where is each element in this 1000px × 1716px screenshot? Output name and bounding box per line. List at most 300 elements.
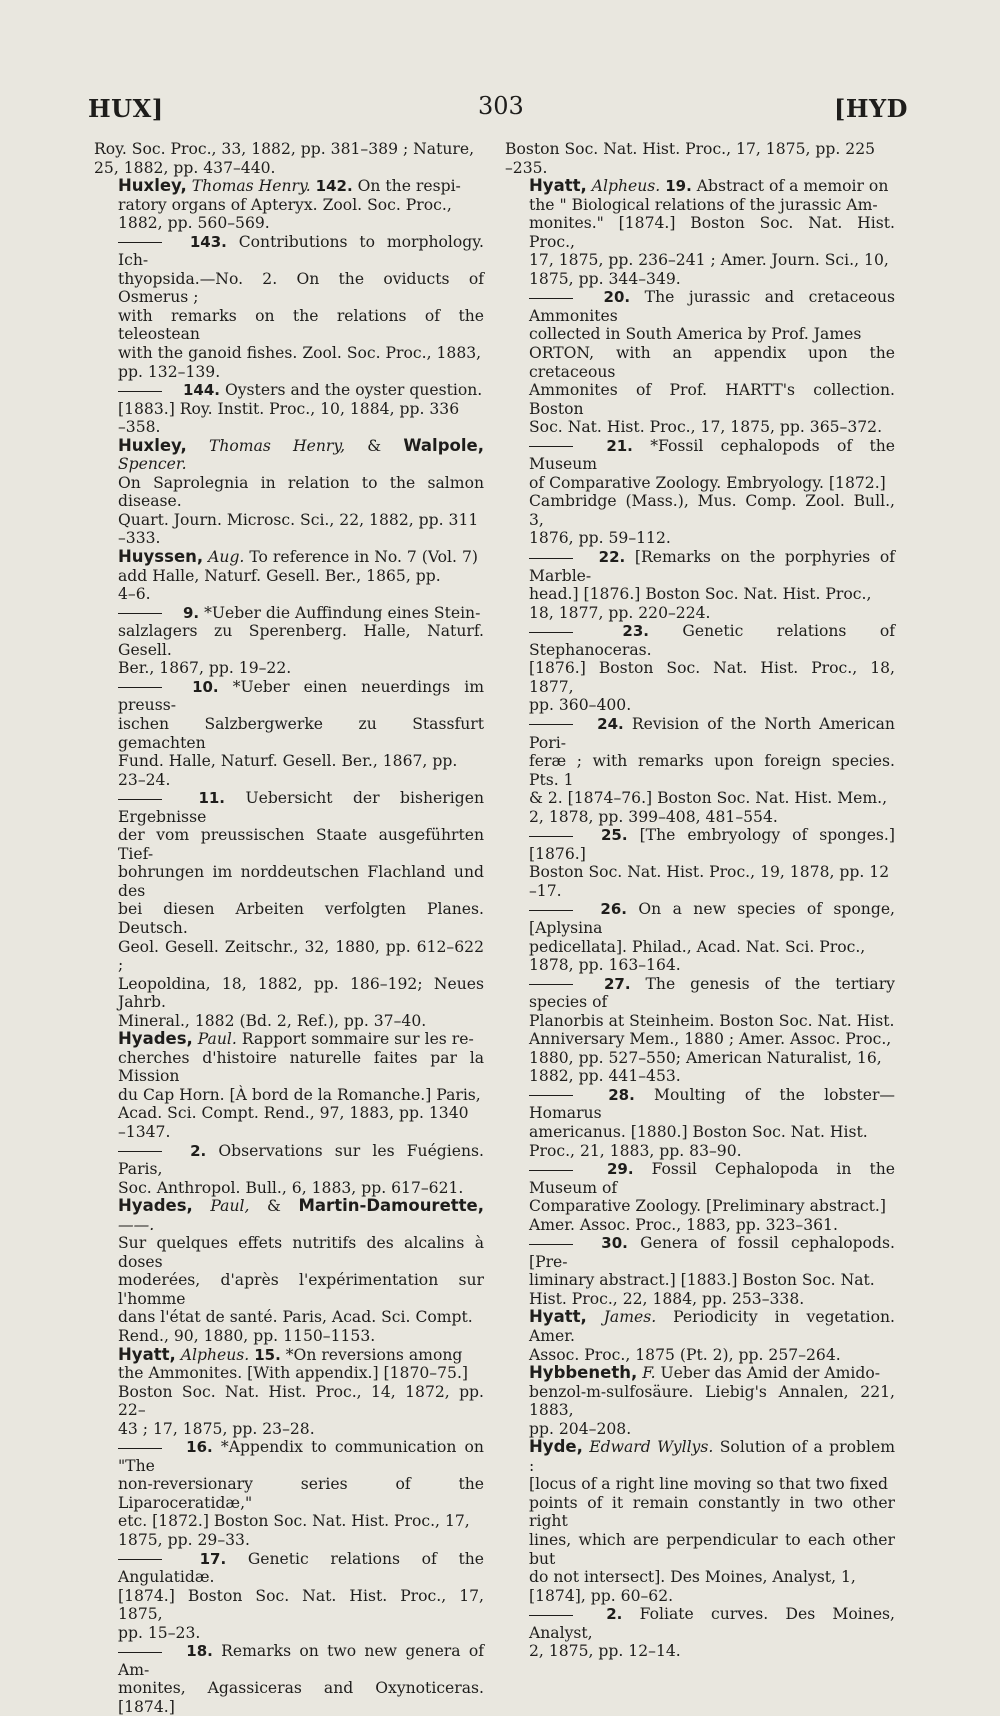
entry-line [529, 1605, 895, 1642]
entry-text: Genetic relations of the Angulatidæ. [118, 1549, 484, 1587]
entry-text: with remarks on the relations of the teleostean [118, 306, 484, 344]
entry-text: Proc., 21, 1883, pp. 83–90. [529, 1141, 742, 1160]
entry-text: the " Biological relations of the jurassic Am- [529, 195, 878, 214]
entry-text: Revision of the North American Pori- [529, 714, 895, 752]
entry-number: 19. [665, 177, 692, 196]
entry-text: Boston Soc. Nat. Hist. Proc., 17, 1875, pp. 225 [505, 140, 876, 158]
running-head-left: HUX] [88, 94, 164, 123]
entry-text: Anniversary Mem., 1880 ; Amer. Assoc. Proc., [529, 1030, 892, 1049]
author-given-name: Thomas Henry. [191, 177, 311, 196]
entry-line [118, 548, 484, 567]
entry-line [529, 900, 895, 937]
ditto-dash [529, 632, 573, 633]
entry-line [529, 270, 895, 289]
entry-text: add Halle, Naturf. Gesell. Ber., 1865, pp. [118, 566, 441, 585]
author-given-name: Alpheus. [180, 1345, 250, 1364]
entry-number: 11. [198, 789, 226, 808]
entry-line [529, 214, 895, 251]
ditto-dash [529, 724, 573, 725]
ditto-dash [118, 1652, 162, 1653]
entry-text: Comparative Zoology. [Preliminary abstract.] [529, 1197, 886, 1216]
entry-line [529, 826, 895, 863]
right-column [505, 140, 895, 1661]
entry-line [529, 1271, 895, 1290]
entry-text: *On reversions among [285, 1345, 463, 1364]
entry-text: bei diesen Arbeiten verfolgten Planes. Deutsch. [118, 900, 484, 937]
entry-line [529, 1587, 895, 1606]
entry-number: 24. [597, 714, 624, 733]
entry-text: ratory organs of Apteryx. Zool. Soc. Proc., [118, 195, 452, 214]
entry-text: moderées, d'après l'expérimentation sur l'homme [118, 1271, 484, 1308]
entry-text: Solution of a problem : [529, 1438, 895, 1475]
author-given-name: James. [603, 1308, 657, 1327]
entry-line [529, 622, 895, 659]
author-given-name: Aug. [208, 548, 245, 567]
entry-line [529, 715, 895, 752]
entry-line [118, 418, 484, 437]
entry-line [529, 196, 895, 215]
entry-text: Abstract of a memoir on [696, 177, 889, 196]
entry-line [529, 696, 895, 715]
entry-number: 21. [606, 436, 633, 455]
bibliography-entry [505, 140, 895, 177]
entry-line [529, 1160, 895, 1197]
entry-line [529, 288, 895, 325]
bibliography-entry [505, 177, 895, 288]
ditto-dash [529, 836, 573, 837]
entry-text: du Cap Horn. [À bord de la Romanche.] Paris, [118, 1085, 481, 1104]
bibliography-entry [505, 1438, 895, 1605]
ditto-dash [529, 910, 573, 911]
entry-line [118, 1364, 484, 1383]
entry-text: 25, 1882, pp. 437–440. [94, 158, 276, 177]
entry-line [529, 1364, 895, 1383]
entry-line [118, 1012, 484, 1031]
entry-text: Genetic relations of Stephanoceras. [529, 622, 895, 659]
entry-line [529, 344, 895, 381]
entry-text: –235. [505, 158, 548, 177]
entry-line [529, 1234, 895, 1271]
entry-line [529, 752, 895, 789]
entry-text: 1882, pp. 560–569. [118, 214, 270, 233]
entry-text: 1876, pp. 59–112. [529, 529, 671, 548]
entry-line [118, 1142, 484, 1179]
bibliography-entry [94, 1642, 484, 1716]
author-given-name: ——. [118, 1215, 155, 1234]
entry-line [529, 1494, 895, 1531]
entry-text: [The embryology of sponges.] [1876.] [529, 826, 895, 863]
running-head-right: [HYD [834, 94, 908, 123]
entry-line [505, 159, 895, 178]
entry-line [529, 882, 895, 901]
entry-text: Fossil Cephalopoda in the Museum of [529, 1160, 895, 1197]
bibliography-entry [505, 1160, 895, 1234]
author-given-name: Thomas Henry, [208, 436, 346, 455]
entry-line [529, 1290, 895, 1309]
entry-line [529, 1216, 895, 1235]
ampersand: & [267, 1197, 281, 1216]
ditto-dash [118, 799, 162, 800]
entry-text: Ammonites of Prof. HARTT's collection. Boston [529, 381, 895, 418]
entry-text: On Saprolegnia in relation to the salmon disease. [118, 473, 484, 511]
ditto-dash [118, 687, 162, 688]
author-surname: Hyde, [529, 1437, 583, 1457]
entry-line [118, 1475, 484, 1512]
bibliography-entry [505, 900, 895, 974]
entry-line [118, 715, 484, 752]
entry-line [118, 270, 484, 307]
entry-line [118, 900, 484, 937]
entry-line [529, 1197, 895, 1216]
bibliography-entry [94, 437, 484, 548]
entry-line [118, 363, 484, 382]
entry-line [118, 826, 484, 863]
bibliography-entry [505, 715, 895, 826]
entry-line [118, 1327, 484, 1346]
entry-text: do not intersect]. Des Moines, Analyst, 1, [529, 1568, 856, 1587]
entry-number: 144. [182, 381, 220, 400]
entry-text: 43 ; 17, 1875, pp. 23–28. [118, 1419, 315, 1438]
entry-text: 1880, pp. 527–550; American Naturalist, 16, [529, 1048, 882, 1067]
entry-text: Genera of fossil cephalopods. [Pre- [529, 1234, 895, 1271]
entry-line [118, 1624, 484, 1643]
bibliography-entry [94, 1550, 484, 1643]
entry-line [118, 604, 484, 623]
entry-text: Cambridge (Mass.), Mus. Comp. Zool. Bull., 3, [529, 492, 895, 529]
entry-line [118, 1104, 484, 1123]
entry-text: [1876.] Boston Soc. Nat. Hist. Proc., 18, 1877, [529, 659, 895, 696]
ditto-dash [529, 1615, 573, 1616]
entry-text: –333. [118, 529, 161, 548]
entry-text: The genesis of the tertiary species of [529, 974, 895, 1012]
entry-line [529, 529, 895, 548]
author-surname: Martin-Damourette, [298, 1196, 484, 1216]
entry-number: 142. [315, 177, 353, 196]
entry-text: To reference in No. 7 (Vol. 7) [249, 548, 478, 567]
bibliography-entry [505, 1234, 895, 1308]
entry-line [118, 975, 484, 1012]
bibliography-entry [94, 177, 484, 233]
entry-line [529, 1642, 895, 1661]
entry-text: –358. [118, 418, 161, 437]
entry-line [118, 177, 484, 196]
entry-line [529, 325, 895, 344]
bibliography-entry [505, 975, 895, 1086]
entry-text: The jurassic and cretaceous Ammonites [529, 288, 895, 325]
entry-text: Rapport sommaire sur les re- [241, 1030, 474, 1049]
entry-text: dans l'état de santé. Paris, Acad. Sci. Compt. [118, 1308, 473, 1327]
entry-number: 28. [608, 1085, 635, 1104]
entry-line [529, 604, 895, 623]
entry-text: –17. [529, 881, 562, 900]
entry-text: ischen Salzbergwerke zu Stassfurt gemachten [118, 714, 484, 752]
entry-text: & 2. [1874–76.] Boston Soc. Nat. Hist. Mem., [529, 789, 888, 808]
entry-text: Observations sur les Fuégiens. Paris, [118, 1141, 484, 1179]
entry-text: *Ueber einen neuerdings im preuss- [118, 677, 484, 715]
ditto-dash [118, 242, 162, 243]
entry-text: pp. 360–400. [529, 696, 632, 715]
entry-number: 143. [189, 232, 227, 251]
entry-line [529, 975, 895, 1012]
entry-line [529, 863, 895, 882]
ditto-dash [529, 1095, 573, 1096]
entry-text: [1874.] Boston Soc. Nat. Hist. Proc., 17, 1875, [118, 1586, 484, 1624]
entry-text: [1883.] Roy. Instit. Proc., 10, 1884, pp. 336 [118, 399, 460, 418]
entry-line [118, 789, 484, 826]
entry-text: Fund. Halle, Naturf. Gesell. Ber., 1867, pp. [118, 752, 458, 771]
entry-text: of Comparative Zoology. Embryology. [1872.] [529, 473, 886, 492]
entry-line [118, 437, 484, 474]
entry-text: Soc. Anthropol. Bull., 6, 1883, pp. 617–621. [118, 1178, 464, 1197]
entry-line [529, 1142, 895, 1161]
entry-line [118, 1383, 484, 1420]
entry-text: Boston Soc. Nat. Hist. Proc., 14, 1872, pp. 22– [118, 1382, 484, 1420]
entry-line [529, 1308, 895, 1345]
entry-text: Rend., 90, 1880, pp. 1150–1153. [118, 1327, 376, 1345]
entry-line [118, 1642, 484, 1679]
entry-number: 18. [186, 1642, 213, 1661]
entry-text: Leopoldina, 18, 1882, pp. 186–192; Neues Jahrb. [118, 974, 484, 1012]
entry-line [118, 1531, 484, 1550]
entry-line [529, 1067, 895, 1086]
entry-number: 17. [199, 1549, 227, 1568]
entry-number: 25. [601, 826, 628, 845]
entry-text: non-reversionary series of the Liparoceratidæ," [118, 1475, 484, 1512]
entry-line [529, 585, 895, 604]
entry-text: Roy. Soc. Proc., 33, 1882, pp. 381–389 ; Nature, [94, 140, 475, 158]
entry-text: lines, which are perpendicular to each other but [529, 1531, 895, 1568]
entry-line [94, 159, 484, 178]
ditto-dash [529, 984, 573, 985]
entry-line [529, 789, 895, 808]
entry-line [529, 1531, 895, 1568]
entry-text: Periodicity in vegetation. Amer. [529, 1308, 895, 1345]
entry-text: with the ganoid fishes. Zool. Soc. Proc., 1883, [118, 344, 482, 363]
author-given-name: Paul. [197, 1030, 237, 1049]
entry-line [529, 1420, 895, 1439]
entry-text: Hist. Proc., 22, 1884, pp. 253–338. [529, 1289, 805, 1308]
entry-line [529, 1012, 895, 1031]
entry-number: 27. [603, 974, 631, 993]
entry-number: 15. [254, 1345, 281, 1364]
author-given-name: Edward Wyllys. [589, 1438, 714, 1457]
ampersand: & [367, 436, 382, 455]
entry-line [529, 1049, 895, 1068]
bibliography-entry [505, 288, 895, 436]
entry-line [118, 1197, 484, 1234]
entry-line [529, 1086, 895, 1123]
entry-text: Moulting of the lobster—Homarus [529, 1085, 895, 1123]
entry-line [118, 344, 484, 363]
left-column [94, 140, 484, 1716]
entry-text: head.] [1876.] Boston Soc. Nat. Hist. Proc., [529, 585, 872, 604]
entry-line [118, 214, 484, 233]
ditto-dash [529, 446, 573, 447]
entry-number: 2. [606, 1605, 623, 1624]
bibliography-entry [94, 678, 484, 789]
entry-line [118, 1308, 484, 1327]
author-surname: Hyatt, [118, 1344, 176, 1364]
entry-line [529, 956, 895, 975]
author-surname: Huyssen, [118, 547, 204, 567]
entry-text: americanus. [1880.] Boston Soc. Nat. Hist. [529, 1122, 868, 1141]
bibliography-entry [94, 233, 484, 381]
entry-line [529, 808, 895, 827]
bibliography-entry [94, 604, 484, 678]
bibliography-entry [505, 1086, 895, 1160]
author-surname: Hyatt, [529, 1307, 587, 1327]
entry-line [118, 381, 484, 400]
entry-text: etc. [1872.] Boston Soc. Nat. Hist. Proc., 17, [118, 1512, 470, 1531]
entry-text: [Remarks on the porphyries of Marble- [529, 548, 895, 585]
entry-line [118, 1234, 484, 1271]
entry-line [529, 1475, 895, 1494]
entry-line [118, 400, 484, 419]
bibliography-entry [94, 789, 484, 1030]
bibliography-entry [94, 1438, 484, 1549]
entry-text: *Fossil cephalopods of the Museum [529, 436, 895, 474]
entry-text: 23–24. [118, 770, 171, 789]
entry-text: Soc. Nat. Hist. Proc., 17, 1875, pp. 365–372. [529, 418, 883, 437]
entry-line [118, 474, 484, 511]
entry-number: 20. [603, 288, 631, 307]
ditto-dash [529, 558, 573, 559]
entry-text: 1875, pp. 344–349. [529, 269, 681, 288]
bibliography-entry [94, 1346, 484, 1439]
entry-text: thyopsida.—No. 2. On the oviducts of Osmerus ; [118, 269, 484, 307]
entry-text: *Appendix to communication on "The [118, 1438, 484, 1475]
entry-number: 22. [598, 548, 626, 567]
entry-text: Mineral., 1882 (Bd. 2, Ref.), pp. 37–40. [118, 1011, 427, 1030]
bibliography-entry [94, 1142, 484, 1198]
entry-line [118, 752, 484, 771]
entry-line [529, 381, 895, 418]
ditto-dash [118, 1448, 162, 1449]
entry-line [529, 938, 895, 957]
entry-text: 2, 1875, pp. 12–14. [529, 1642, 681, 1661]
bibliography-entry [94, 381, 484, 437]
entry-text: [locus of a right line moving so that two fixed [529, 1475, 888, 1494]
entry-line [118, 1030, 484, 1049]
entry-text: 1878, pp. 163–164. [529, 956, 681, 975]
entry-text: Ber., 1867, pp. 19–22. [118, 659, 292, 678]
entry-line [118, 511, 484, 530]
bibliography-entry [94, 548, 484, 604]
entry-text: the Ammonites. [With appendix.] [1870–75.] [118, 1364, 468, 1383]
entry-line [118, 196, 484, 215]
entry-text: Planorbis at Steinheim. Boston Soc. Nat. Hist. [529, 1011, 895, 1030]
entry-text: 18, 1877, pp. 220–224. [529, 603, 711, 622]
entry-line [529, 659, 895, 696]
entry-line [118, 1420, 484, 1439]
entry-text: der vom preussischen Staate ausgeführten Tief- [118, 826, 484, 863]
entry-line [118, 771, 484, 790]
entry-line [529, 251, 895, 270]
entry-text: ORTON, with an appendix upon the cretaceous [529, 344, 895, 381]
entry-text: monites." [1874.] Boston Soc. Nat. Hist. Proc., [529, 214, 895, 251]
entry-text: Contributions to morphology. Ich- [118, 232, 484, 270]
entry-text: Oysters and the oyster question. [224, 381, 483, 400]
bibliography-entry [94, 1197, 484, 1345]
entry-text: Sur quelques effets nutritifs des alcalins à doses [118, 1234, 484, 1271]
author-surname: Hyades, [118, 1029, 193, 1049]
entry-line [118, 1179, 484, 1198]
entry-line [118, 678, 484, 715]
entry-text: benzol-m-sulfosäure. Liebig's Annalen, 221, 1883, [529, 1382, 895, 1420]
entry-text: 1882, pp. 441–453. [529, 1067, 681, 1086]
entry-text: bohrungen im norddeutschen Flachland und des [118, 863, 484, 900]
author-given-name: Spencer. [118, 455, 187, 474]
entry-text: points of it remain constantly in two other right [529, 1493, 895, 1531]
ditto-dash [529, 1170, 573, 1171]
entry-line [529, 437, 895, 474]
bibliography-entry [505, 1364, 895, 1438]
bibliography-entry [505, 1308, 895, 1364]
entry-line [118, 938, 484, 975]
entry-line [529, 1123, 895, 1142]
entry-text: Uebersicht der bisherigen Ergebnisse [118, 789, 484, 826]
entry-text: feræ ; with remarks upon foreign species. Pts. 1 [529, 752, 895, 789]
entry-text: 4–6. [118, 585, 151, 604]
entry-line [529, 548, 895, 585]
entry-line [118, 529, 484, 548]
entry-number: 23. [622, 622, 649, 641]
ditto-dash [529, 298, 573, 299]
bibliography-entry [94, 140, 484, 177]
entry-line [529, 1438, 895, 1475]
entry-text: pp. 132–139. [118, 362, 221, 381]
entry-text: 2, 1878, pp. 399–408, 481–554. [529, 807, 778, 826]
entry-line [118, 1271, 484, 1308]
entry-line [94, 140, 484, 159]
author-surname: Hybbeneth, [529, 1363, 638, 1383]
entry-number: 26. [600, 900, 627, 919]
entry-text: [1874], pp. 60–62. [529, 1586, 674, 1605]
author-surname: Huxley, [118, 176, 187, 196]
entry-text: *Ueber die Auffindung eines Stein- [204, 603, 481, 622]
entry-text: pedicellata]. Philad., Acad. Nat. Sci. Proc., [529, 937, 866, 956]
entry-line [118, 863, 484, 900]
entry-line [505, 140, 895, 159]
author-surname: Hyades, [118, 1196, 193, 1216]
entry-line [529, 492, 895, 529]
entry-number: 10. [192, 677, 219, 696]
entry-line [529, 1030, 895, 1049]
entry-line [118, 1550, 484, 1587]
entry-line [118, 567, 484, 586]
entry-text: Amer. Assoc. Proc., 1883, pp. 323–361. [529, 1215, 838, 1234]
entry-line [118, 1438, 484, 1475]
bibliography-entry [505, 548, 895, 622]
entry-text: Ueber das Amid der Amido- [660, 1364, 881, 1383]
entry-text: Assoc. Proc., 1875 (Pt. 2), pp. 257–264. [529, 1345, 841, 1364]
entry-line [118, 1679, 484, 1716]
entry-line [118, 659, 484, 678]
ditto-dash [118, 1151, 162, 1152]
author-given-name: Alpheus. [591, 177, 661, 196]
ditto-dash [118, 613, 162, 614]
entry-line [529, 418, 895, 437]
entry-text: Geol. Gesell. Zeitschr., 32, 1880, pp. 612–622 ; [118, 937, 484, 975]
bibliography-entry [505, 1605, 895, 1661]
entry-line [118, 1086, 484, 1105]
entry-text: salzlagers zu Sperenberg. Halle, Naturf. Gesell. [118, 622, 484, 659]
entry-line [529, 177, 895, 196]
author-given-name: Paul, [210, 1197, 250, 1216]
author-surname: Hyatt, [529, 176, 587, 196]
entry-line [118, 622, 484, 659]
entry-text: Remarks on two new genera of Am- [118, 1642, 484, 1679]
